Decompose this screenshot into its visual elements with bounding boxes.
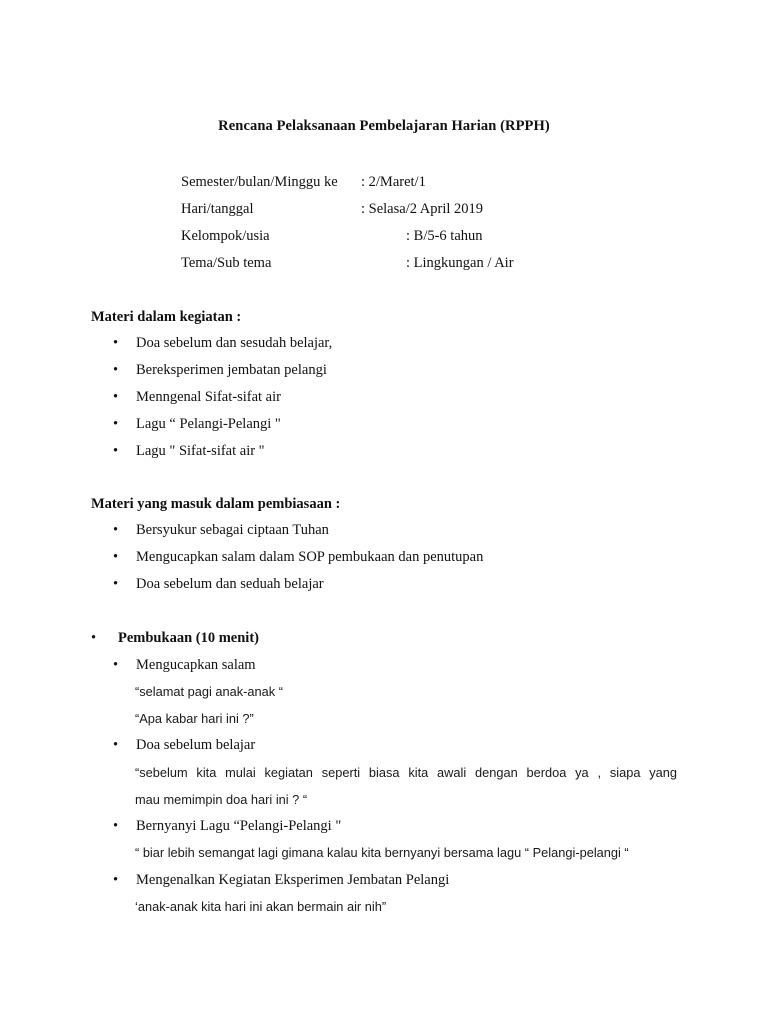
list-item-text: Bersyukur sebagai ciptaan Tuhan bbox=[136, 522, 329, 538]
bullet-icon: • bbox=[113, 416, 119, 432]
meta-semester-label: Semester/bulan/Minggu ke bbox=[181, 174, 338, 190]
bullet-icon: • bbox=[113, 362, 119, 378]
quote-line: “selamat pagi anak-anak “ bbox=[135, 684, 283, 699]
list-item-text: Doa sebelum dan sesudah belajar, bbox=[136, 335, 333, 351]
bullet-icon: • bbox=[113, 335, 119, 351]
bullet-icon: • bbox=[91, 630, 97, 646]
bullet-icon: • bbox=[113, 576, 119, 592]
meta-kelompok-label: Kelompok/usia bbox=[181, 228, 270, 244]
quote-line: ‘anak-anak kita hari ini akan bermain air nih” bbox=[135, 899, 387, 914]
bullet-icon: • bbox=[113, 389, 119, 405]
quote-line: “ biar lebih semangat lagi gimana kalau kita bernyanyi bersama lagu “ Pelangi-pelangi “ bbox=[135, 845, 629, 860]
materi-pembiasaan-heading: Materi yang masuk dalam pembiasaan : bbox=[91, 496, 341, 512]
list-item-text: Bernyanyi Lagu “Pelangi-Pelangi " bbox=[136, 818, 342, 834]
list-item-text: Doa sebelum belajar bbox=[136, 737, 256, 753]
list-item-text: Lagu “ Pelangi-Pelangi " bbox=[136, 416, 281, 432]
meta-tema-value: : Lingkungan / Air bbox=[406, 255, 514, 271]
meta-hari-label: Hari/tanggal bbox=[181, 201, 254, 217]
bullet-icon: • bbox=[113, 737, 119, 753]
meta-hari-value: : Selasa/2 April 2019 bbox=[361, 201, 484, 217]
list-item-text: Lagu " Sifat-sifat air " bbox=[136, 443, 265, 459]
list-item-text: Doa sebelum dan seduah belajar bbox=[136, 576, 324, 592]
list-item-text: Mengucapkan salam dalam SOP pembukaan dan penutupan bbox=[136, 549, 484, 565]
list-item-text: Menngenal Sifat-sifat air bbox=[136, 389, 281, 405]
bullet-icon: • bbox=[113, 818, 119, 834]
bullet-icon: • bbox=[113, 872, 119, 888]
bullet-icon: • bbox=[113, 522, 119, 538]
bullet-icon: • bbox=[113, 443, 119, 459]
meta-tema-label: Tema/Sub tema bbox=[181, 255, 272, 271]
quote-line: “Apa kabar hari ini ?” bbox=[135, 711, 254, 726]
document-title: Rencana Pelaksanaan Pembelajaran Harian (RPPH) bbox=[218, 118, 550, 134]
bullet-icon: • bbox=[113, 549, 119, 565]
meta-kelompok-value: : B/5-6 tahun bbox=[406, 228, 483, 244]
pembukaan-heading: Pembukaan (10 menit) bbox=[118, 630, 259, 646]
list-item-text: Mengucapkan salam bbox=[136, 657, 256, 673]
quote-line: “sebelum kita mulai kegiatan seperti biasa kita awali dengan berdoa ya , siapa yang bbox=[135, 765, 677, 780]
materi-kegiatan-heading: Materi dalam kegiatan : bbox=[91, 309, 242, 325]
list-item-text: Bereksperimen jembatan pelangi bbox=[136, 362, 327, 378]
list-item-text: Mengenalkan Kegiatan Eksperimen Jembatan Pelangi bbox=[136, 872, 450, 888]
bullet-icon: • bbox=[113, 657, 119, 673]
quote-line: mau memimpin doa hari ini ? “ bbox=[135, 792, 308, 807]
meta-semester-value: : 2/Maret/1 bbox=[361, 174, 426, 190]
